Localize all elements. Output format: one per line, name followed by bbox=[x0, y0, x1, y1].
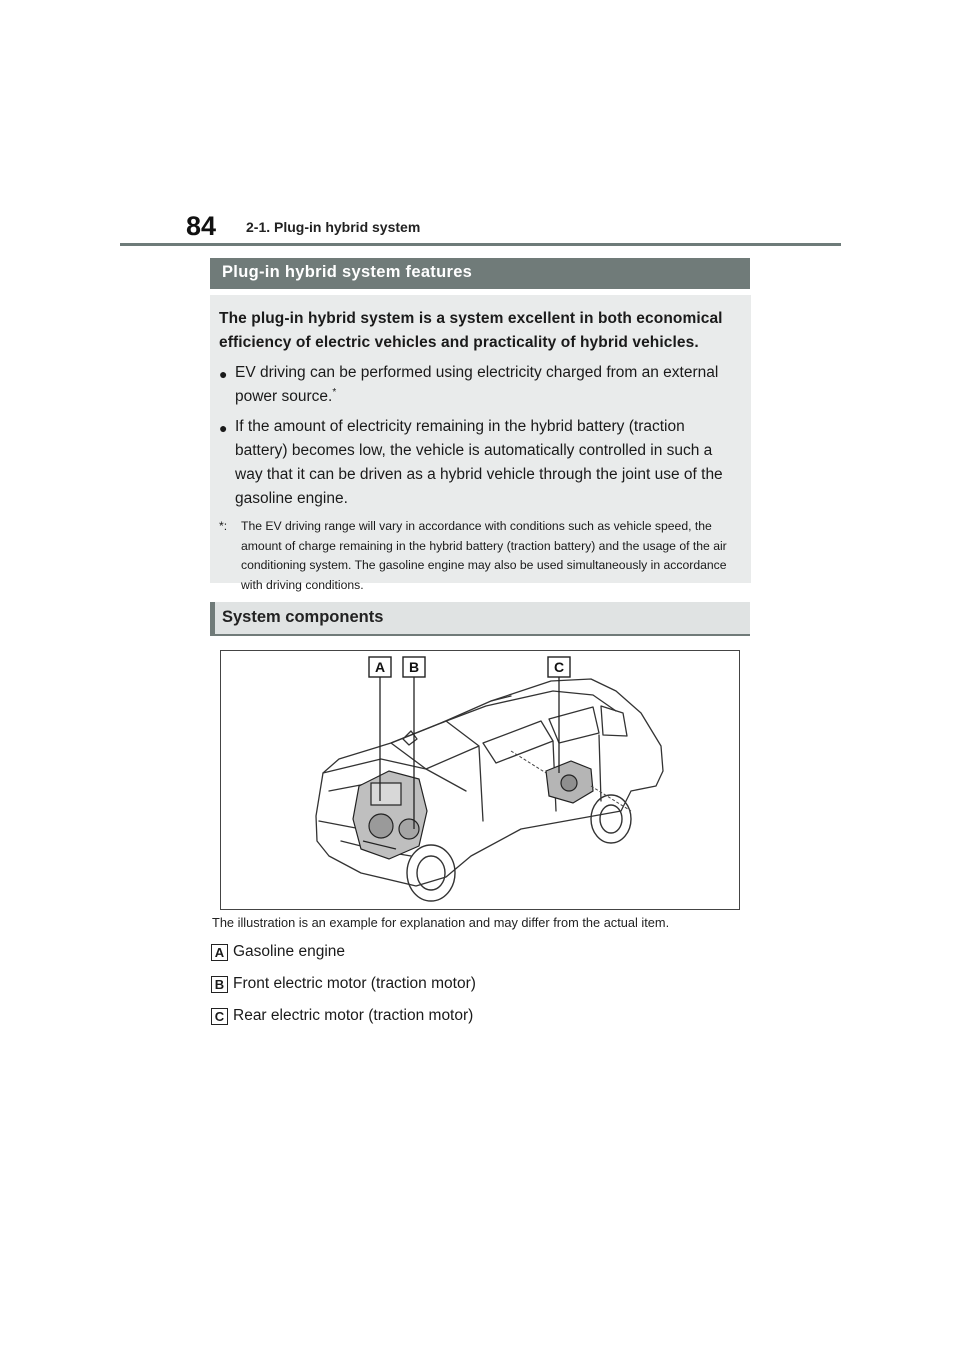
legend-key: A bbox=[211, 944, 228, 961]
legend-label: Front electric motor (traction motor) bbox=[233, 975, 476, 992]
footnote-text: The EV driving range will vary in accordance with conditions such as vehicle speed, the amount of charge remaining in the hybrid battery (traction battery) and the usage of the air conditioning system. The gasoline engine may also be used simultaneously in accordance with driving conditions. bbox=[241, 519, 727, 592]
legend-key: C bbox=[211, 1008, 228, 1025]
side-window bbox=[483, 721, 553, 763]
features-intro: The plug-in hybrid system is a system excellent in both economical efficiency of electric vehicles and practicality of hybrid vehicles. bbox=[219, 310, 723, 351]
section-title: 2-1. Plug-in hybrid system bbox=[246, 219, 421, 235]
legend-label: Gasoline engine bbox=[233, 943, 346, 960]
rear-wheel bbox=[591, 795, 631, 843]
windshield bbox=[391, 721, 479, 769]
footnote bbox=[219, 517, 739, 595]
bullet-item bbox=[219, 361, 739, 409]
footnote-mark: *: bbox=[219, 519, 228, 533]
callout-label-a: A bbox=[374, 659, 386, 675]
page-number: 84 bbox=[186, 211, 217, 241]
legend-item bbox=[211, 975, 476, 993]
vehicle-illustration bbox=[220, 650, 740, 910]
legend-key: B bbox=[211, 976, 228, 993]
callout-label-b: B bbox=[408, 659, 420, 675]
rear-motor-assembly bbox=[546, 761, 593, 803]
footnote-ref: * bbox=[332, 386, 337, 398]
legend-label: Rear electric motor (traction motor) bbox=[233, 1007, 474, 1024]
legend-item bbox=[211, 1007, 473, 1025]
components-heading bbox=[210, 602, 750, 636]
engine-assembly bbox=[353, 771, 427, 859]
features-heading: Plug-in hybrid system features bbox=[210, 258, 750, 289]
components-heading-text: System components bbox=[222, 608, 384, 626]
vehicle-illustration-svg bbox=[221, 651, 738, 908]
callout-label-c: C bbox=[553, 659, 565, 675]
header-rule bbox=[120, 243, 841, 246]
bullet-dot-icon: ● bbox=[219, 420, 228, 436]
bullet-text: If the amount of electricity remaining in the hybrid battery (traction battery) becomes low, the vehicle is automatically controlled in such a way that it can be driven as a hybrid vehicle through the joint use of the gasoline engine. bbox=[235, 418, 723, 507]
legend-item bbox=[211, 943, 345, 961]
bullet-text: EV driving can be performed using electricity charged from an external power source. bbox=[235, 364, 719, 405]
illustration-caption: The illustration is an example for explanation and may differ from the actual item. bbox=[212, 915, 670, 930]
bullet-dot-icon: ● bbox=[219, 366, 228, 382]
front-wheel bbox=[407, 845, 455, 901]
side-window bbox=[549, 707, 599, 743]
features-box bbox=[210, 295, 751, 592]
bullet-item bbox=[219, 415, 739, 511]
